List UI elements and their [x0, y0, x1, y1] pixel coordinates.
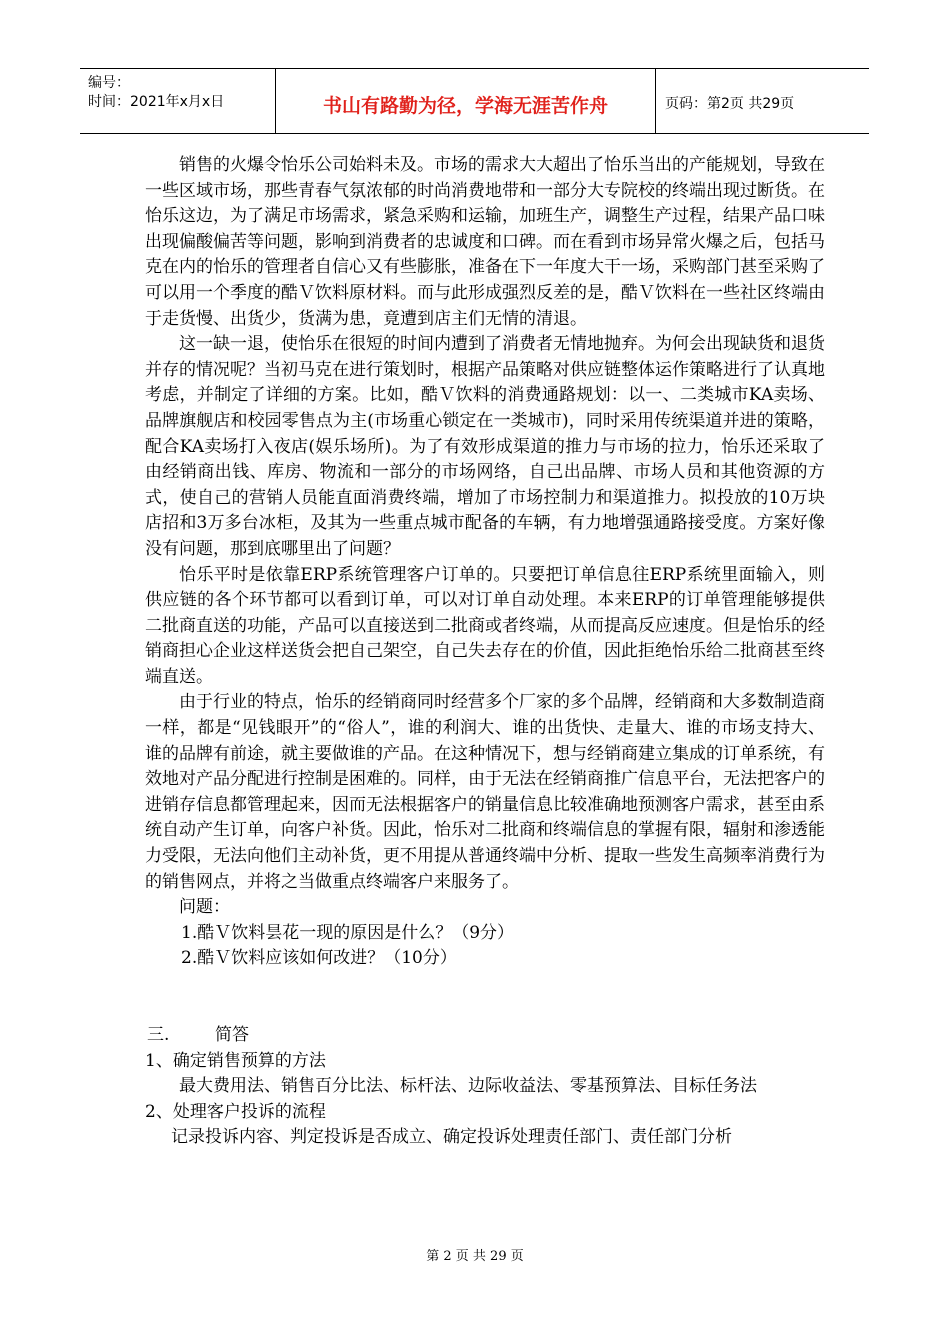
header-motto: 书山有路勤为径，学海无涯苦作舟 [322, 95, 608, 117]
section-number: 三. [147, 1025, 170, 1045]
questions-label: 问题： [179, 897, 230, 918]
section-title: 简答 [215, 1025, 249, 1045]
spacer [145, 972, 825, 1023]
question-item: 2.酷Ｖ饮料应该如何改进？（10分） [181, 948, 457, 969]
subsection-body: 记录投诉内容、判定投诉是否成立、确定投诉处理责任部门、责任部门分析 [171, 1127, 732, 1148]
section-heading [145, 1023, 825, 1049]
page-footer: 第 2 页 共 29 页 [426, 1249, 524, 1264]
body-paragraph: 怡乐平时是依靠ERP系统管理客户订单的。只要把订单信息往ERP系统里面输入，则供应链的各个环节都可以看到订单，可以对订单自动处理。本来ERP的订单管理能够提供二批商直送的功能，产品可以直接送到二批商或者终端，从而提高反应速度。但是怡乐的经销商担心企业这样送货会把自己架空，自己失去存在的价值，因此拒绝怡乐给二批商甚至终端直送。 [145, 564, 825, 687]
document-number-label: 编号： [88, 75, 130, 91]
header-meta [80, 69, 275, 133]
body-paragraph: 销售的火爆令怡乐公司始料未及。市场的需求大大超出了怡乐当出的产能规划，导致在一些区域市场，那些青春气氛浓郁的时尚消费地带和一部分大专院校的终端出现过断货。在怡乐这边，为了满足市场需求，紧急采购和运输，加班生产，调整生产过程，结果产品口味出现偏酸偏苦等问题，影响到消费者的忠诚度和口碑。而在看到市场异常火爆之后，包括马克在内的怡乐的管理者自信心又有些膨胀，准备在下一年度大干一场，采购部门甚至采购了可以用一个季度的酷Ｖ饮料原材料。而与此形成强烈反差的是，酷Ｖ饮料在一些社区终端由于走货慢、出货少，货满为患，竟遭到店主们无情的清退。 [145, 155, 825, 329]
subsection-heading: 1、确定销售预算的方法 [145, 1050, 326, 1071]
body-paragraph: 由于行业的特点，怡乐的经销商同时经营多个厂家的多个品牌，经销商和大多数制造商一样，都是“见钱眼开”的“俗人”，谁的利润大、谁的出货快、走量大、谁的市场支持大、谁的品牌有前途，就主要做谁的产品。在这种情况下，想与经销商建立集成的订单系统，有效地对产品分配进行控制是困难的。同样，由于无法在经销商推广信息平台，无法把客户的进销存信息都管理起来，因而无法根据客户的销量信息比较准确地预测客户需求，甚至由系统自动产生订单，向客户补货。因此，怡乐对二批商和终端信息的掌握有限，辐射和渗透能力受限，无法向他们主动补货，更不用提从普通终端中分析、提取一些发生高频率消费行为的销售网点，并将之当做重点终端客户来服务了。 [145, 692, 825, 892]
document-body [145, 153, 825, 1151]
header-page-number: 页码：第2页 共29页 [665, 96, 795, 112]
subsection-heading: 2、处理客户投诉的流程 [145, 1101, 326, 1122]
header-motto-cell [275, 69, 656, 133]
page-header [80, 68, 869, 134]
body-paragraph: 这一缺一退，使怡乐在很短的时间内遭到了消费者无情地抛弃。为何会出现缺货和退货并存的情况呢？当初马克在进行策划时，根据产品策略对供应链整体运作策略进行了认真地考虑，并制定了详细的方案。比如，酷Ｖ饮料的消费通路规划：以一、二类城市KA卖场、品牌旗舰店和校园零售点为主(市场重心锁定在一类城市)，同时采用传统渠道并进的策略，配合KA卖场打入夜店(娱乐场所)。为了有效形成渠道的推力与市场的拉力，怡乐还采取了由经销商出钱、库房、物流和一部分的市场网络，自己出品牌、市场人员和其他资源的方式，使自己的营销人员能直面消费终端，增加了市场控制力和渠道推力。拟投放的10万块店招和3万多台冰柜，及其为一些重点城市配备的车辆，有力地增强通路接受度。方案好像没有问题，那到底哪里出了问题？ [145, 334, 825, 559]
question-item: 1.酷Ｖ饮料昙花一现的原因是什么？（9分） [181, 922, 515, 943]
document-date: 时间：2021年x月x日 [88, 94, 225, 110]
subsection-body: 最大费用法、销售百分比法、标杆法、边际收益法、零基预算法、目标任务法 [179, 1076, 757, 1097]
